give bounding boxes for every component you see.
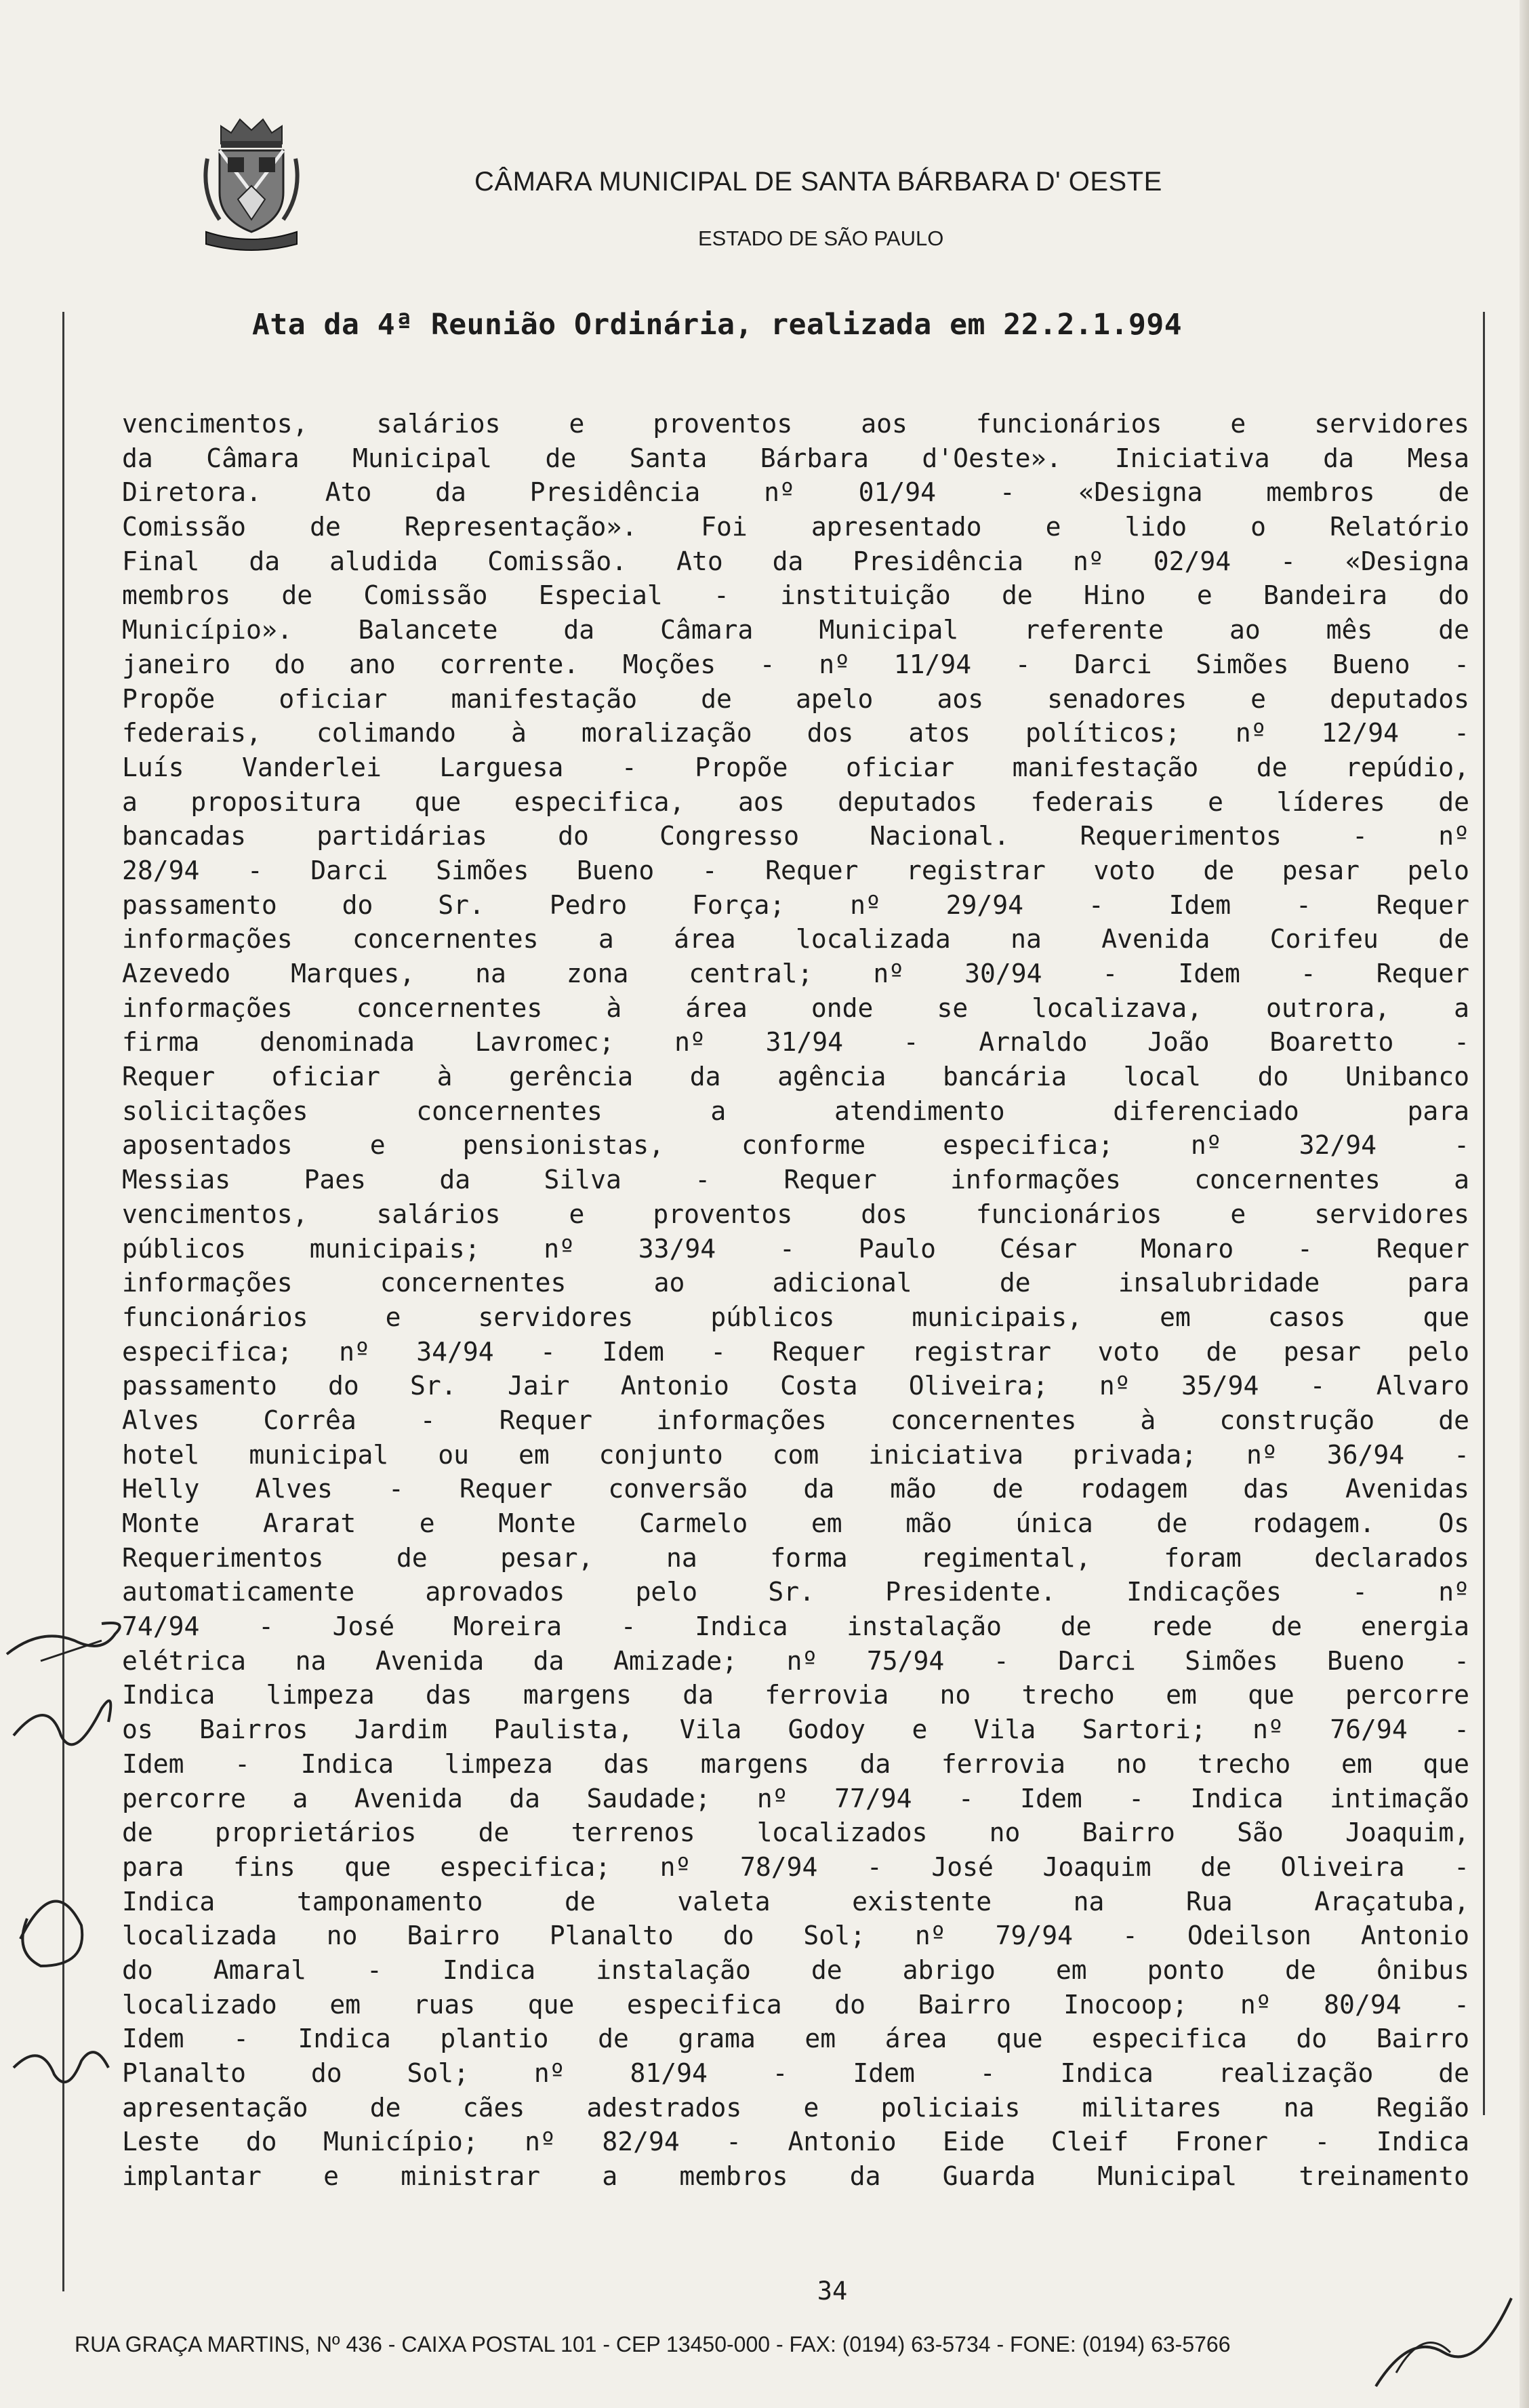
body-line: Idem - Indica limpeza das margens da ferrovia no trecho em que (122, 1748, 1469, 1779)
body-line: a propositura que especifica, aos deputados federais e líderes de (122, 786, 1469, 817)
body-line: apresentação de cães adestrados e policiais militares na Região (122, 2092, 1469, 2123)
document-title: Ata da 4ª Reunião Ordinária, realizada em 22.2.1.994 (252, 308, 1183, 342)
body-line: localizada no Bairro Planalto do Sol; nº 79/94 - Odeilson Antonio (122, 1921, 1469, 1951)
body-line: localizado em ruas que especifica do Bairro Inocoop; nº 80/94 - (122, 1989, 1469, 2020)
body-line: Luís Vanderlei Larguesa - Propõe oficiar manifestação de repúdio, (122, 752, 1469, 782)
body-line: Messias Paes da Silva - Requer informações concernentes a (122, 1165, 1469, 1195)
body-line: Planalto do Sol; nº 81/94 - Idem - Indica realização de (122, 2058, 1469, 2088)
body-line: Indica tamponamento de valeta existente na Rua Araçatuba, (122, 1886, 1469, 1917)
body-line: implantar e ministrar a membros da Guarda Municipal treinamento (122, 2161, 1469, 2192)
body-line: vencimentos, salários e proventos dos funcionários e servidores (122, 1199, 1469, 1229)
body-line: Final da aludida Comissão. Ato da Presidência nº 02/94 - «Designa (122, 546, 1469, 576)
body-line: da Câmara Municipal de Santa Bárbara d'Oeste». Iniciativa da Mesa (122, 443, 1469, 473)
body-line: Requerimentos de pesar, na forma regimental, foram declarados (122, 1542, 1469, 1573)
body-line (122, 2194, 1469, 2228)
body-line: membros de Comissão Especial - instituição de Hino e Bandeira do (122, 580, 1469, 611)
body-line: passamento do Sr. Jair Antonio Costa Oliveira; nº 35/94 - Alvaro (122, 1371, 1469, 1401)
body-line: Idem - Indica plantio de grama em área que especifica do Bairro (122, 2024, 1469, 2054)
body-line: percorre a Avenida da Saudade; nº 77/94 - Idem - Indica intimação (122, 1783, 1469, 1813)
body-line: janeiro do ano corrente. Moções - nº 11/94 - Darci Simões Bueno - (122, 649, 1469, 679)
body-line: federais, colimando à moralização dos atos políticos; nº 12/94 - (122, 718, 1469, 748)
body-line: os Bairros Jardim Paulista, Vila Godoy e Vila Sartori; nº 76/94 - (122, 1714, 1469, 1745)
institution-name: CÂMARA MUNICIPAL DE SANTA BÁRBARA D' OESTE (474, 167, 1162, 197)
body-line: hotel municipal ou em conjunto com iniciativa privada; nº 36/94 - (122, 1439, 1469, 1470)
body-line: vencimentos, salários e proventos aos funcionários e servidores (122, 409, 1469, 439)
body-line: informações concernentes ao adicional de insalubridade para (122, 1268, 1469, 1298)
body-line: de proprietários de terrenos localizados no Bairro São Joaquim, (122, 1818, 1469, 1848)
body-line: 28/94 - Darci Simões Bueno - Requer registrar voto de pesar pelo (122, 855, 1469, 885)
body-line: públicos municipais; nº 33/94 - Paulo César Monaro - Requer (122, 1233, 1469, 1264)
body-line: informações concernentes a área localizada na Avenida Corifeu de (122, 924, 1469, 955)
page-edge (1520, 0, 1529, 2408)
body-line: firma denominada Lavromec; nº 31/94 - Arnaldo João Boaretto - (122, 1027, 1469, 1058)
left-margin-rule (62, 312, 64, 2291)
body-line: aposentados e pensionistas, conforme especifica; nº 32/94 - (122, 1130, 1469, 1161)
document-body (122, 407, 1469, 2228)
footer-address: RUA GRAÇA MARTINS, Nº 436 - CAIXA POSTAL 101 - CEP 13450-000 - FAX: (0194) 63-5734 - FONE: (0194) 63-5766 (75, 2332, 1231, 2356)
body-line: Azevedo Marques, na zona central; nº 30/94 - Idem - Requer (122, 959, 1469, 988)
state-name: ESTADO DE SÃO PAULO (698, 226, 944, 250)
body-line: informações concernentes à área onde se localizava, outrora, a (122, 992, 1469, 1023)
body-line: Alves Corrêa - Requer informações concernentes à construção de (122, 1405, 1469, 1435)
body-line: Leste do Município; nº 82/94 - Antonio Eide Cleif Froner - Indica (122, 2127, 1469, 2157)
body-line: do Amaral - Indica instalação de abrigo em ponto de ônibus (122, 1954, 1469, 1985)
right-margin-rule (1483, 312, 1485, 2115)
body-line: bancadas partidárias do Congresso Nacional. Requerimentos - nº (122, 821, 1469, 851)
body-line: Município». Balancete da Câmara Municipal referente ao mês de (122, 615, 1469, 645)
body-line: automaticamente aprovados pelo Sr. Presidente. Indicações - nº (122, 1577, 1469, 1607)
body-line: passamento do Sr. Pedro Força; nº 29/94 - Idem - Requer (122, 889, 1469, 920)
body-line: Indica limpeza das margens da ferrovia no trecho em que percorre (122, 1680, 1469, 1710)
body-line: solicitações concernentes a atendimento diferenciado para (122, 1096, 1469, 1126)
body-line: especifica; nº 34/94 - Idem - Requer registrar voto de pesar pelo (122, 1336, 1469, 1367)
body-line: Diretora. Ato da Presidência nº 01/94 - «Designa membros de (122, 477, 1469, 508)
body-line: funcionários e servidores públicos municipais, em casos que (122, 1302, 1469, 1332)
body-line: Propõe oficiar manifestação de apelo aos senadores e deputados (122, 683, 1469, 714)
body-line: elétrica na Avenida da Amizade; nº 75/94 - Darci Simões Bueno - (122, 1645, 1469, 1676)
body-line: Helly Alves - Requer conversão da mão de rodagem das Avenidas (122, 1474, 1469, 1504)
coat-of-arms-icon (201, 111, 302, 254)
body-line: Monte Ararat e Monte Carmelo em mão única de rodagem. Os (122, 1508, 1469, 1538)
body-line: Requer oficiar à gerência da agência bancária local do Unibanco (122, 1062, 1469, 1092)
body-line: 74/94 - José Moreira - Indica instalação de rede de energia (122, 1611, 1469, 1642)
page-number: 34 (817, 2276, 848, 2306)
body-line: Comissão de Representação». Foi apresentado e lido o Relatório (122, 512, 1469, 542)
body-line: para fins que especifica; nº 78/94 - José Joaquim de Oliveira - (122, 1851, 1469, 1882)
